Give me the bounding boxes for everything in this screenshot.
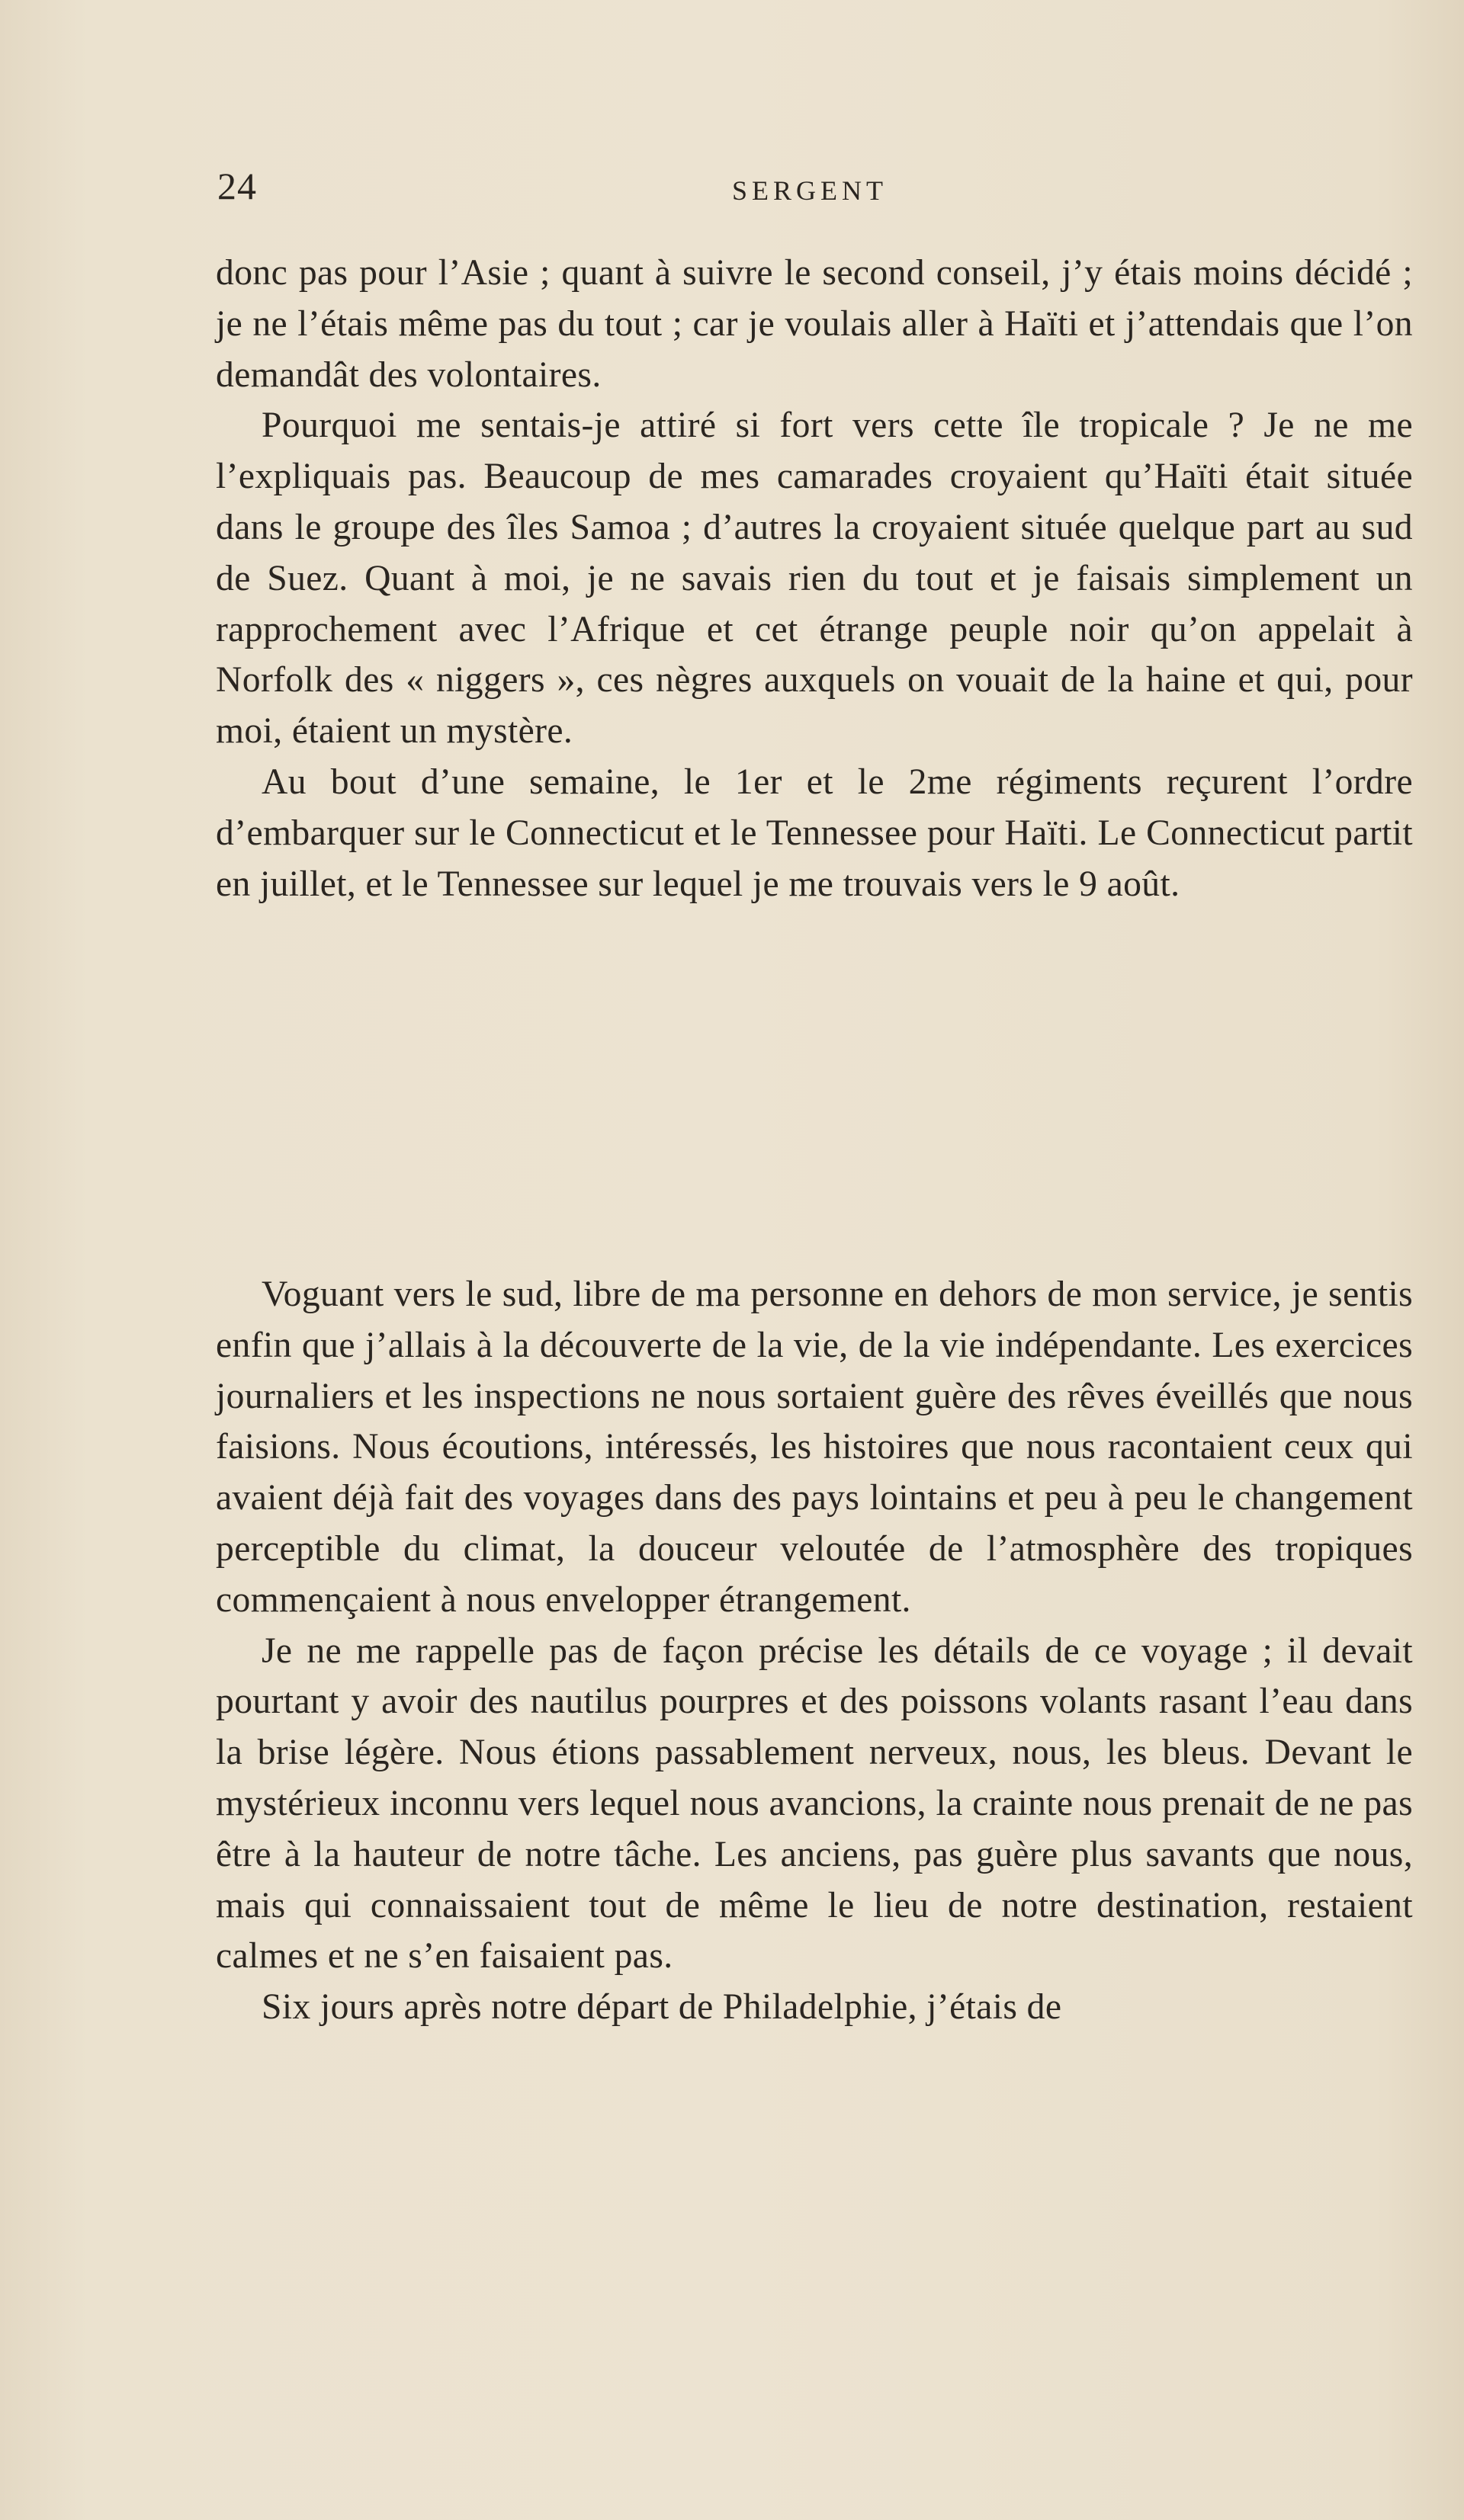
paragraph: Au bout d’une semaine, le 1er et le 2me régiments reçurent l’ordre d’embarquer sur le Connecticut et le Tennessee pour Haïti. Le Connecticut partit en juillet, et le Tennessee sur lequel je me trouvais vers le 9 août. xyxy=(216,761,1413,904)
paragraph: Je ne me rappelle pas de façon précise les détails de ce voyage ; il devait pourtant y avoir des nautilus pourpres et des poissons volants rasant l’eau dans la brise légère. Nous étions passablement nerveux, nous, les bleus. Devant le mystérieux inconnu vers lequel nous avancions, la crainte nous prenait de ne pas être à la hauteur de notre tâche. Les anciens, pas guère plus savants que nous, mais qui connaissaient tout de même le lieu de notre destination, restaient calmes et ne s’en faisaient pas. xyxy=(216,1630,1413,1977)
running-head xyxy=(217,164,1414,210)
paragraph: Voguant vers le sud, libre de ma personne en dehors de mon service, je sentis enfin que j’allais à la découverte de la vie, de la vie indépendante. Les exercices journaliers et les inspections ne nous sortaient guère des rêves éveillés que nous faisions. Nous écoutions, intéressés, les histoires que nous racontaient ceux qui avaient déjà fait des voyages dans des pays lointains et peu à peu le changement perceptible du climat, la douceur veloutée de l’atmosphère des tropiques commençaient à nous envelopper étrangement. xyxy=(216,1274,1413,1620)
page-number: 24 xyxy=(217,165,257,207)
text-section-1 xyxy=(216,248,1413,909)
text-section-2 xyxy=(216,1269,1413,2033)
paragraph: donc pas pour l’Asie ; quant à suivre le second conseil, j’y étais moins décidé ; je ne l’étais même pas du tout ; car je voulais aller à Haïti et j’attendais que l’on demandât des volontaires. xyxy=(216,253,1413,395)
paragraph: Pourquoi me sentais-je attiré si fort vers cette île tropicale ? Je ne me l’expliquais pas. Beaucoup de mes camarades croyaient qu’Haïti était située dans le groupe des îles Samoa ; d’autres la croyaient située quelque part au sud de Suez. Quant à moi, je ne savais rien du tout et je faisais simplement un rapprochement avec l’Afrique et cet étrange peuple noir qu’on appelait à Norfolk des « niggers », ces nègres auxquels on vouait de la haine et qui, pour moi, étaient un mystère. xyxy=(216,406,1413,752)
running-title: SERGENT xyxy=(732,175,888,206)
paragraph: Six jours après notre départ de Philadelphie, j’étais de xyxy=(262,1987,1062,2028)
